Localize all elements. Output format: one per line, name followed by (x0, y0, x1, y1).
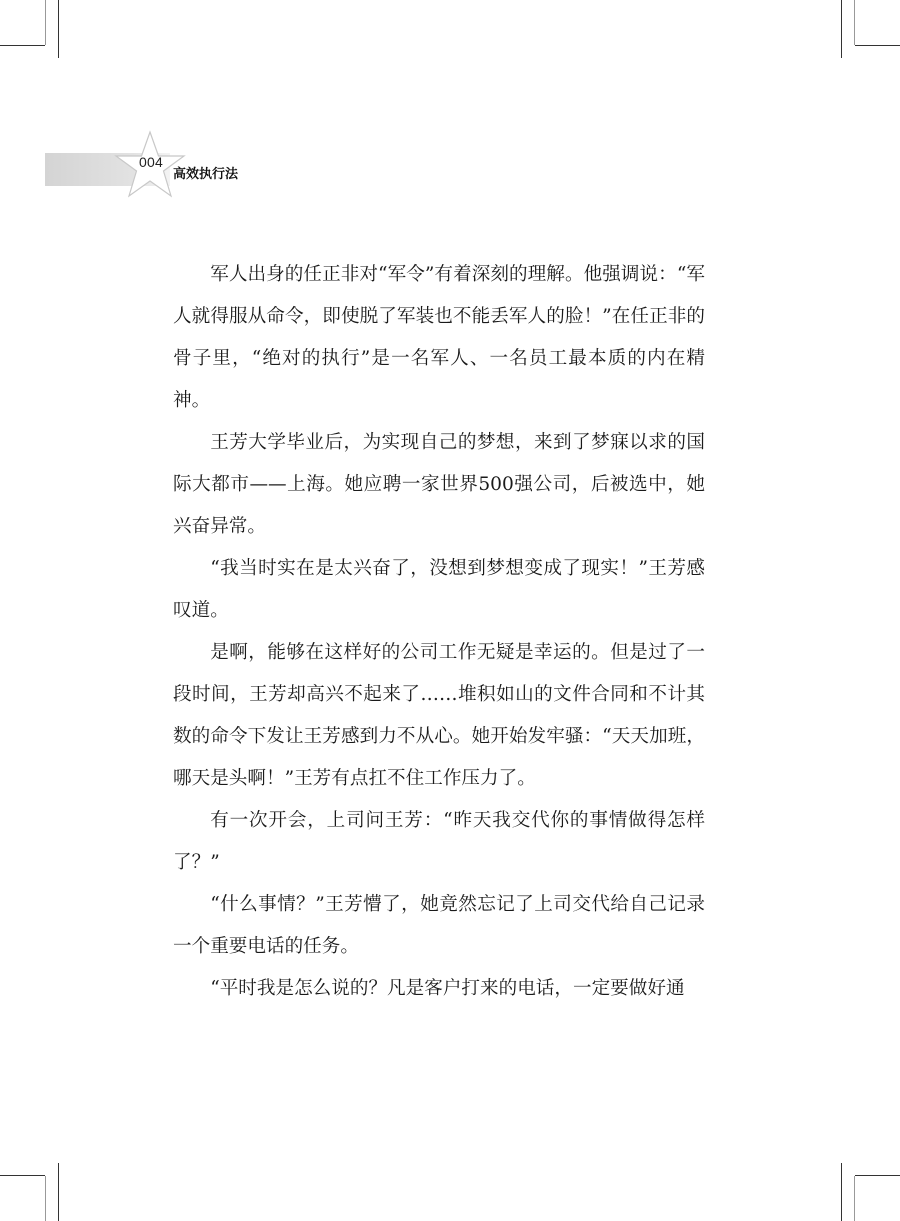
paragraph: 是啊，能够在这样好的公司工作无疑是幸运的。但是过了一段时间，王芳却高兴不起来了……堆积如山的文件合同和不计其数的命令下发让王芳感到力不从心。她开始发牢骚：“天天加班，哪天是头啊！”王芳有点扛不住工作压力了。 (173, 642, 705, 789)
paragraph: “我当时实在是太兴奋了，没想到梦想变成了现实！”王芳感叹道。 (173, 558, 705, 621)
crop-mark-tr-v2 (854, 0, 855, 45)
crop-mark-tl-h (0, 45, 45, 46)
crop-mark-tr-h (855, 45, 900, 46)
crop-mark-bl-v (58, 1163, 59, 1221)
crop-mark-br-v2 (854, 1176, 855, 1221)
paragraph: 军人出身的任正非对“军令”有着深刻的理解。他强调说：“军人就得服从命令，即使脱了军装也不能丢军人的脸！”在任正非的骨子里，“绝对的执行”是一名军人、一名员工最本质的内在精神。 (173, 264, 705, 411)
paragraph: 王芳大学毕业后，为实现自己的梦想，来到了梦寐以求的国际大都市——上海。她应聘一家世界500强公司，后被选中，她兴奋异常。 (173, 432, 705, 537)
crop-mark-tl-v (58, 0, 59, 58)
crop-mark-tr-v (841, 0, 842, 58)
paragraph: “平时我是怎么说的？凡是客户打来的电话，一定要做好通 (210, 978, 685, 999)
body-text (173, 254, 705, 1010)
book-title: 高效执行法 (173, 167, 239, 182)
crop-mark-br-h (855, 1175, 900, 1176)
paragraph: 有一次开会，上司问王芳：“昨天我交代你的事情做得怎样了？” (173, 810, 705, 873)
page-number: 004 (139, 154, 163, 170)
paragraph: “什么事情？”王芳懵了，她竟然忘记了上司交代给自己记录一个重要电话的任务。 (173, 894, 705, 957)
crop-mark-br-v (841, 1163, 842, 1221)
crop-mark-bl-h (0, 1175, 45, 1176)
crop-mark-tl-v2 (45, 0, 46, 45)
crop-mark-bl-v2 (45, 1176, 46, 1221)
